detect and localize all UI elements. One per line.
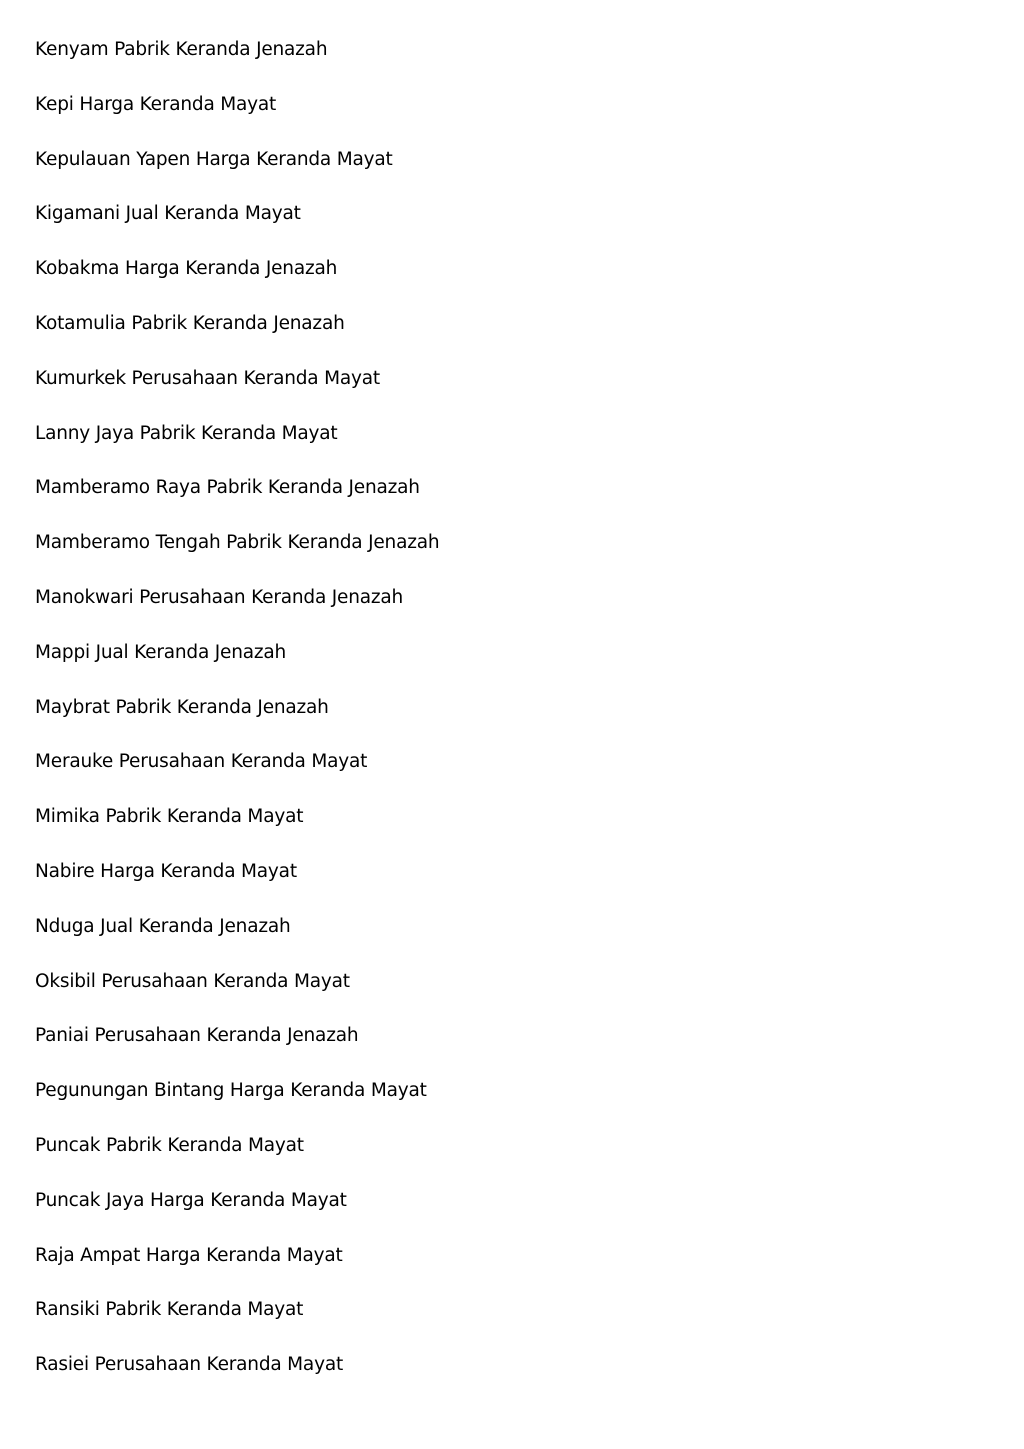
- list-item: Rasiei Perusahaan Keranda Mayat: [35, 1354, 344, 1376]
- list-item: Puncak Pabrik Keranda Mayat: [35, 1134, 304, 1156]
- entry-list: [35, 35, 935, 1405]
- list-item: Maybrat Pabrik Keranda Jenazah: [35, 696, 329, 718]
- list-item: Kumurkek Perusahaan Keranda Mayat: [35, 367, 380, 389]
- list-item: Paniai Perusahaan Keranda Jenazah: [35, 1025, 359, 1047]
- list-item: Nduga Jual Keranda Jenazah: [35, 915, 291, 937]
- list-item: Merauke Perusahaan Keranda Mayat: [35, 751, 368, 773]
- list-item: Oksibil Perusahaan Keranda Mayat: [35, 970, 350, 992]
- list-item: Mamberamo Raya Pabrik Keranda Jenazah: [35, 477, 420, 499]
- list-item: Kobakma Harga Keranda Jenazah: [35, 258, 338, 280]
- list-item: Kepulauan Yapen Harga Keranda Mayat: [35, 148, 393, 170]
- list-item: Kenyam Pabrik Keranda Jenazah: [35, 39, 328, 60]
- list-item: Pegunungan Bintang Harga Keranda Mayat: [35, 1080, 427, 1102]
- list-item: Kepi Harga Keranda Mayat: [35, 93, 277, 115]
- list-item: Raja Ampat Harga Keranda Mayat: [35, 1244, 343, 1266]
- list-item: Ransiki Pabrik Keranda Mayat: [35, 1299, 304, 1321]
- list-item: Kotamulia Pabrik Keranda Jenazah: [35, 312, 345, 334]
- list-item: Puncak Jaya Harga Keranda Mayat: [35, 1189, 347, 1211]
- list-item: Kigamani Jual Keranda Mayat: [35, 203, 301, 225]
- list-item: Manokwari Perusahaan Keranda Jenazah: [35, 586, 404, 608]
- list-item: Mimika Pabrik Keranda Mayat: [35, 806, 304, 828]
- list-item: Lanny Jaya Pabrik Keranda Mayat: [35, 422, 338, 444]
- list-item: Nabire Harga Keranda Mayat: [35, 860, 297, 882]
- list-item: Mappi Jual Keranda Jenazah: [35, 641, 287, 663]
- list-item: Mamberamo Tengah Pabrik Keranda Jenazah: [35, 532, 440, 554]
